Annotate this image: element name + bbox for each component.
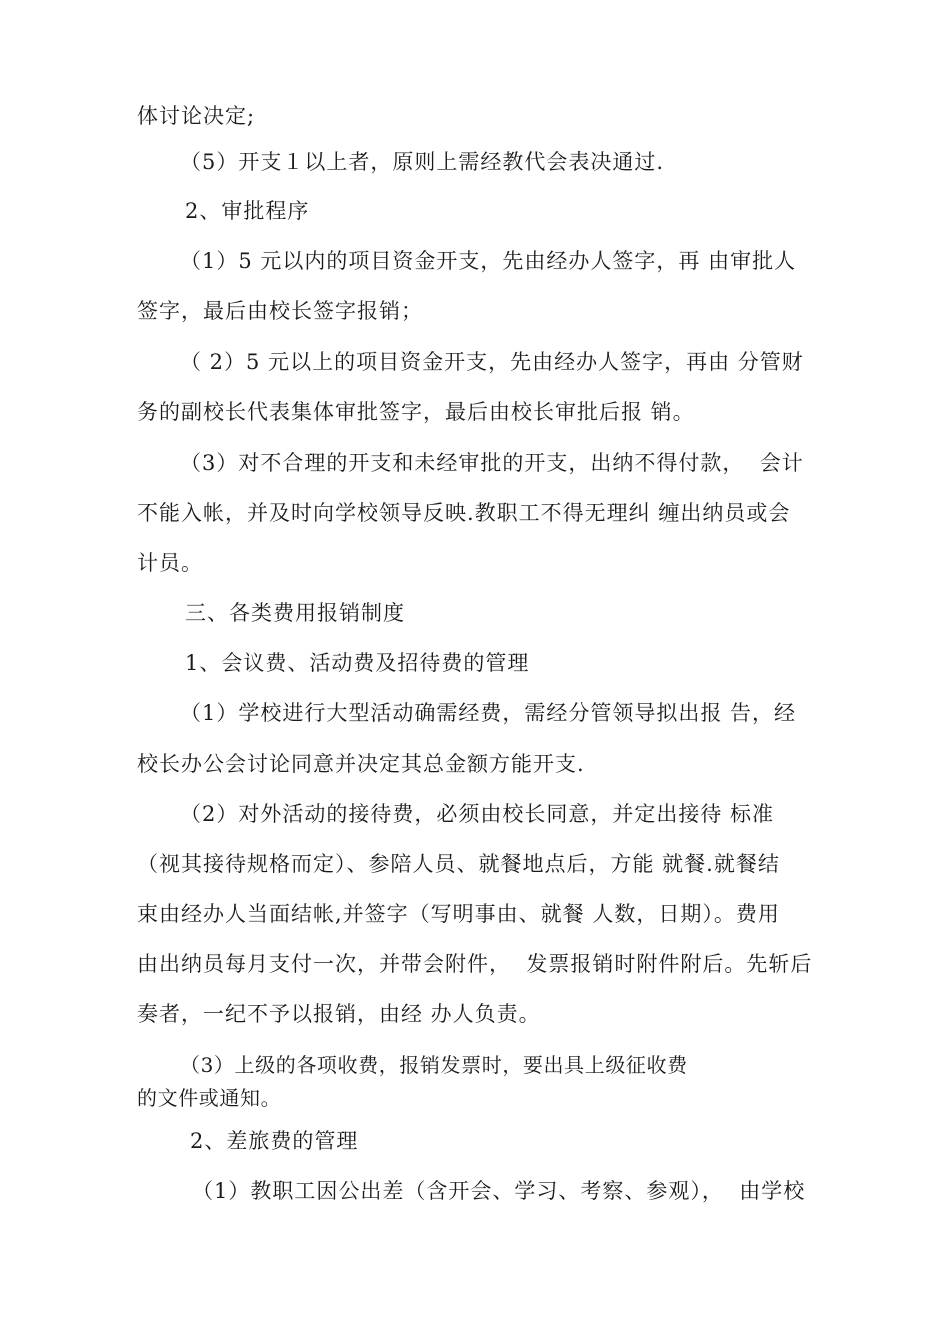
section-heading: 1、会议费、活动费及招待费的管理 — [185, 651, 530, 675]
section-heading: 2、审批程序 — [185, 199, 310, 223]
text-line: （3）对不合理的开支和未经审批的开支，出纳不得付款， 会计 — [180, 451, 804, 475]
section-heading: 三、各类费用报销制度 — [185, 601, 405, 625]
text-line: 体讨论决定; — [137, 104, 256, 128]
text-line: 签字，最后由校长签字报销； — [137, 299, 423, 323]
text-line: 奏者，一纪不予以报销，由经 办人负责。 — [137, 1002, 541, 1026]
text-line: （ 2）5 元以上的项目资金开支，先由经办人签字，再由 分管财 — [180, 350, 804, 374]
text-line: （1）学校进行大型活动确需经费，需经分管领导拟出报 告，经 — [180, 701, 797, 725]
text-line: 由出纳员每月支付一次，并带会附件， 发票报销时附件附后。先斩后 — [137, 952, 813, 976]
text-line: （5）开支１以上者，原则上需经教代会表决通过. — [180, 150, 665, 174]
text-line: 务的副校长代表集体审批签字，最后由校长审批后报 销。 — [137, 400, 695, 424]
text-line: 束由经办人当面结帐,并签字（写明事由、就餐 人数，日期）。费用 — [137, 902, 780, 926]
text-line: 的文件或通知。 — [137, 1086, 282, 1110]
text-line: （1）教职工因公出差（含开会、学习、考察、参观）， 由学校 — [192, 1179, 806, 1203]
text-line: 计员。 — [137, 551, 203, 575]
text-line: 不能入帐，并及时向学校领导反映.教职工不得无理纠 缠出纳员或会 — [137, 501, 791, 525]
section-heading: 2、差旅费的管理 — [190, 1129, 359, 1153]
text-line: （视其接待规格而定）、参陪人员、就餐地点后，方能 就餐.就餐结 — [137, 852, 780, 876]
text-line: （2）对外活动的接待费，必须由校长同意，并定出接待 标准 — [180, 802, 775, 826]
text-line: （3）上级的各项收费，报销发票时，要出具上级征收费 — [180, 1053, 688, 1077]
text-line: 校长办公会讨论同意并决定其总金额方能开支. — [137, 752, 585, 776]
text-line: （1）5 元以内的项目资金开支，先由经办人签字，再 由审批人 — [180, 249, 797, 273]
